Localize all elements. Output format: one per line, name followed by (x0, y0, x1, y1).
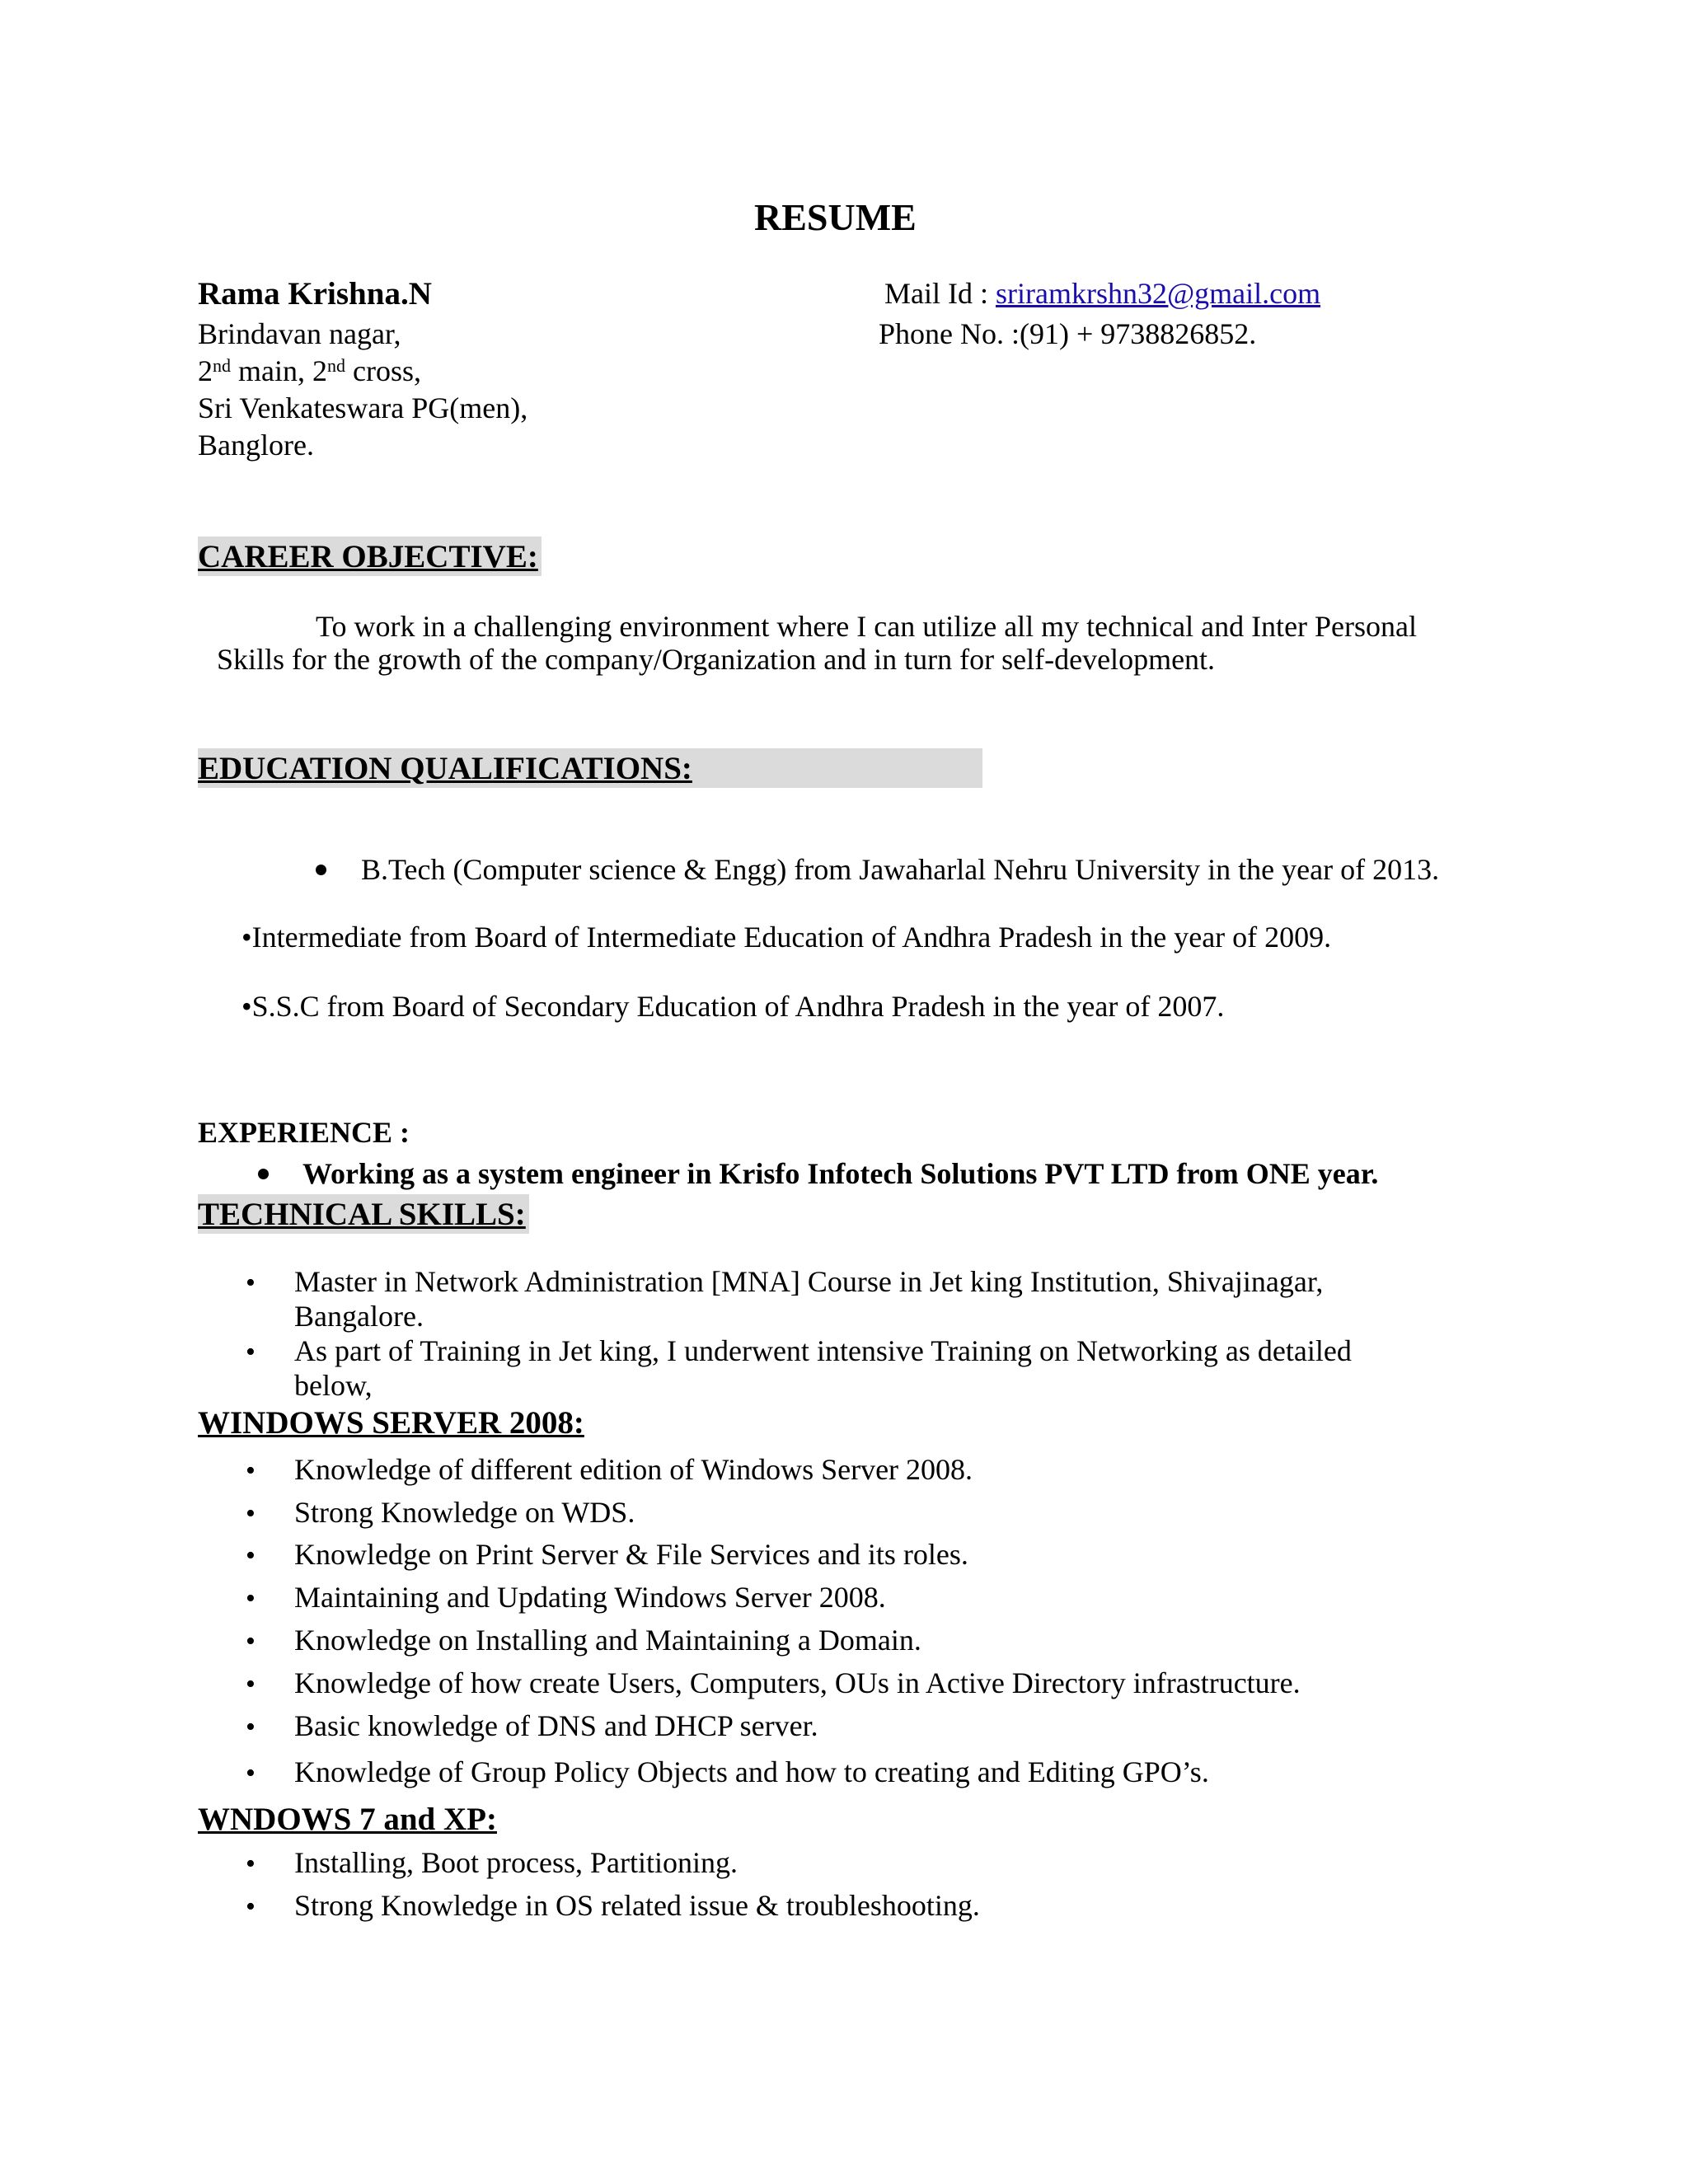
career-objective-heading: CAREER OBJECTIVE: (198, 537, 542, 576)
objective-line-2: Skills for the growth of the company/Organization and in turn for self-development. (217, 643, 1216, 676)
resume-title: RESUME (754, 196, 917, 238)
ws-item-1: Knowledge of different edition of Windows Server 2008. (294, 1453, 973, 1486)
bullet-mark: • (246, 1669, 256, 1699)
w7-item-2: Strong Knowledge in OS related issue & troubleshooting. (294, 1889, 980, 1922)
email-link[interactable]: sriramkrshn32@gmail.com (995, 277, 1321, 310)
bullet-mark: • (246, 1583, 256, 1614)
address-line-1: Brindavan nagar, (198, 317, 401, 350)
ws-item-3: Knowledge on Print Server & File Services and its roles. (294, 1538, 968, 1571)
skill-item-2-line-2: below, (294, 1369, 373, 1402)
ws-item-5: Knowledge on Installing and Maintaining a Domain. (294, 1624, 921, 1657)
bullet-mark: • (246, 1540, 256, 1571)
education-heading: EDUCATION QUALIFICATIONS: (198, 748, 982, 788)
bullet-mark: • (246, 1626, 256, 1657)
windows-server-heading: WINDOWS SERVER 2008: (198, 1405, 584, 1441)
phone-number: Phone No. :(91) + 9738826852. (879, 317, 1257, 350)
ws-item-6: Knowledge of how create Users, Computers, OUs in Active Directory infrastructure. (294, 1666, 1301, 1699)
bullet-mark: • (246, 1498, 256, 1529)
education-item-intermediate: •Intermediate from Board of Intermediate Education of Andhra Pradesh in the year of 2009. (241, 921, 1332, 954)
experience-heading: EXPERIENCE : (198, 1116, 410, 1149)
bullet-dot (258, 1169, 269, 1179)
mail-label: Mail Id : (884, 277, 996, 310)
ws-item-2: Strong Knowledge on WDS. (294, 1496, 635, 1529)
bullet-mark: • (246, 1891, 256, 1922)
skill-item-1-line-1: Master in Network Administration [MNA] Course in Jet king Institution, Shivajinagar, (294, 1265, 1324, 1298)
ws-item-8: Knowledge of Group Policy Objects and how to creating and Editing GPO’s. (294, 1755, 1209, 1788)
w7-item-1: Installing, Boot process, Partitioning. (294, 1846, 738, 1879)
address-line-2: 2nd main, 2nd cross, (198, 354, 421, 387)
experience-item: Working as a system engineer in Krisfo Infotech Solutions PVT LTD from ONE year. (302, 1157, 1379, 1190)
mail-row (884, 275, 1320, 312)
skill-item-1-line-2: Bangalore. (294, 1300, 424, 1333)
ws-item-7: Basic knowledge of DNS and DHCP server. (294, 1709, 818, 1742)
education-item-btech: B.Tech (Computer science & Engg) from Jawaharlal Nehru University in the year of 2013. (361, 853, 1440, 886)
education-item-ssc: •S.S.C from Board of Secondary Education of Andhra Pradesh in the year of 2007. (241, 990, 1225, 1023)
windows-7-xp-heading: WNDOWS 7 and XP: (198, 1802, 497, 1837)
candidate-name: Rama Krishna.N (198, 276, 432, 312)
bullet-mark: • (246, 1712, 256, 1742)
address-line-4: Banglore. (198, 429, 314, 462)
objective-line-1: To work in a challenging environment where I can utilize all my technical and Inter Personal (316, 610, 1418, 643)
skill-item-2-line-1: As part of Training in Jet king, I underwent intensive Training on Networking as detailed (294, 1334, 1352, 1367)
bullet-mark: • (246, 1758, 256, 1788)
bullet-mark: • (246, 1455, 256, 1486)
ws-item-4: Maintaining and Updating Windows Server 2008. (294, 1581, 886, 1614)
bullet-dot (316, 865, 326, 875)
bullet-mark: • (246, 1337, 256, 1367)
address-line-3: Sri Venkateswara PG(men), (198, 391, 528, 424)
bullet-mark: • (246, 1849, 256, 1879)
technical-skills-heading: TECHNICAL SKILLS: (198, 1194, 529, 1234)
bullet-mark: • (246, 1268, 256, 1298)
